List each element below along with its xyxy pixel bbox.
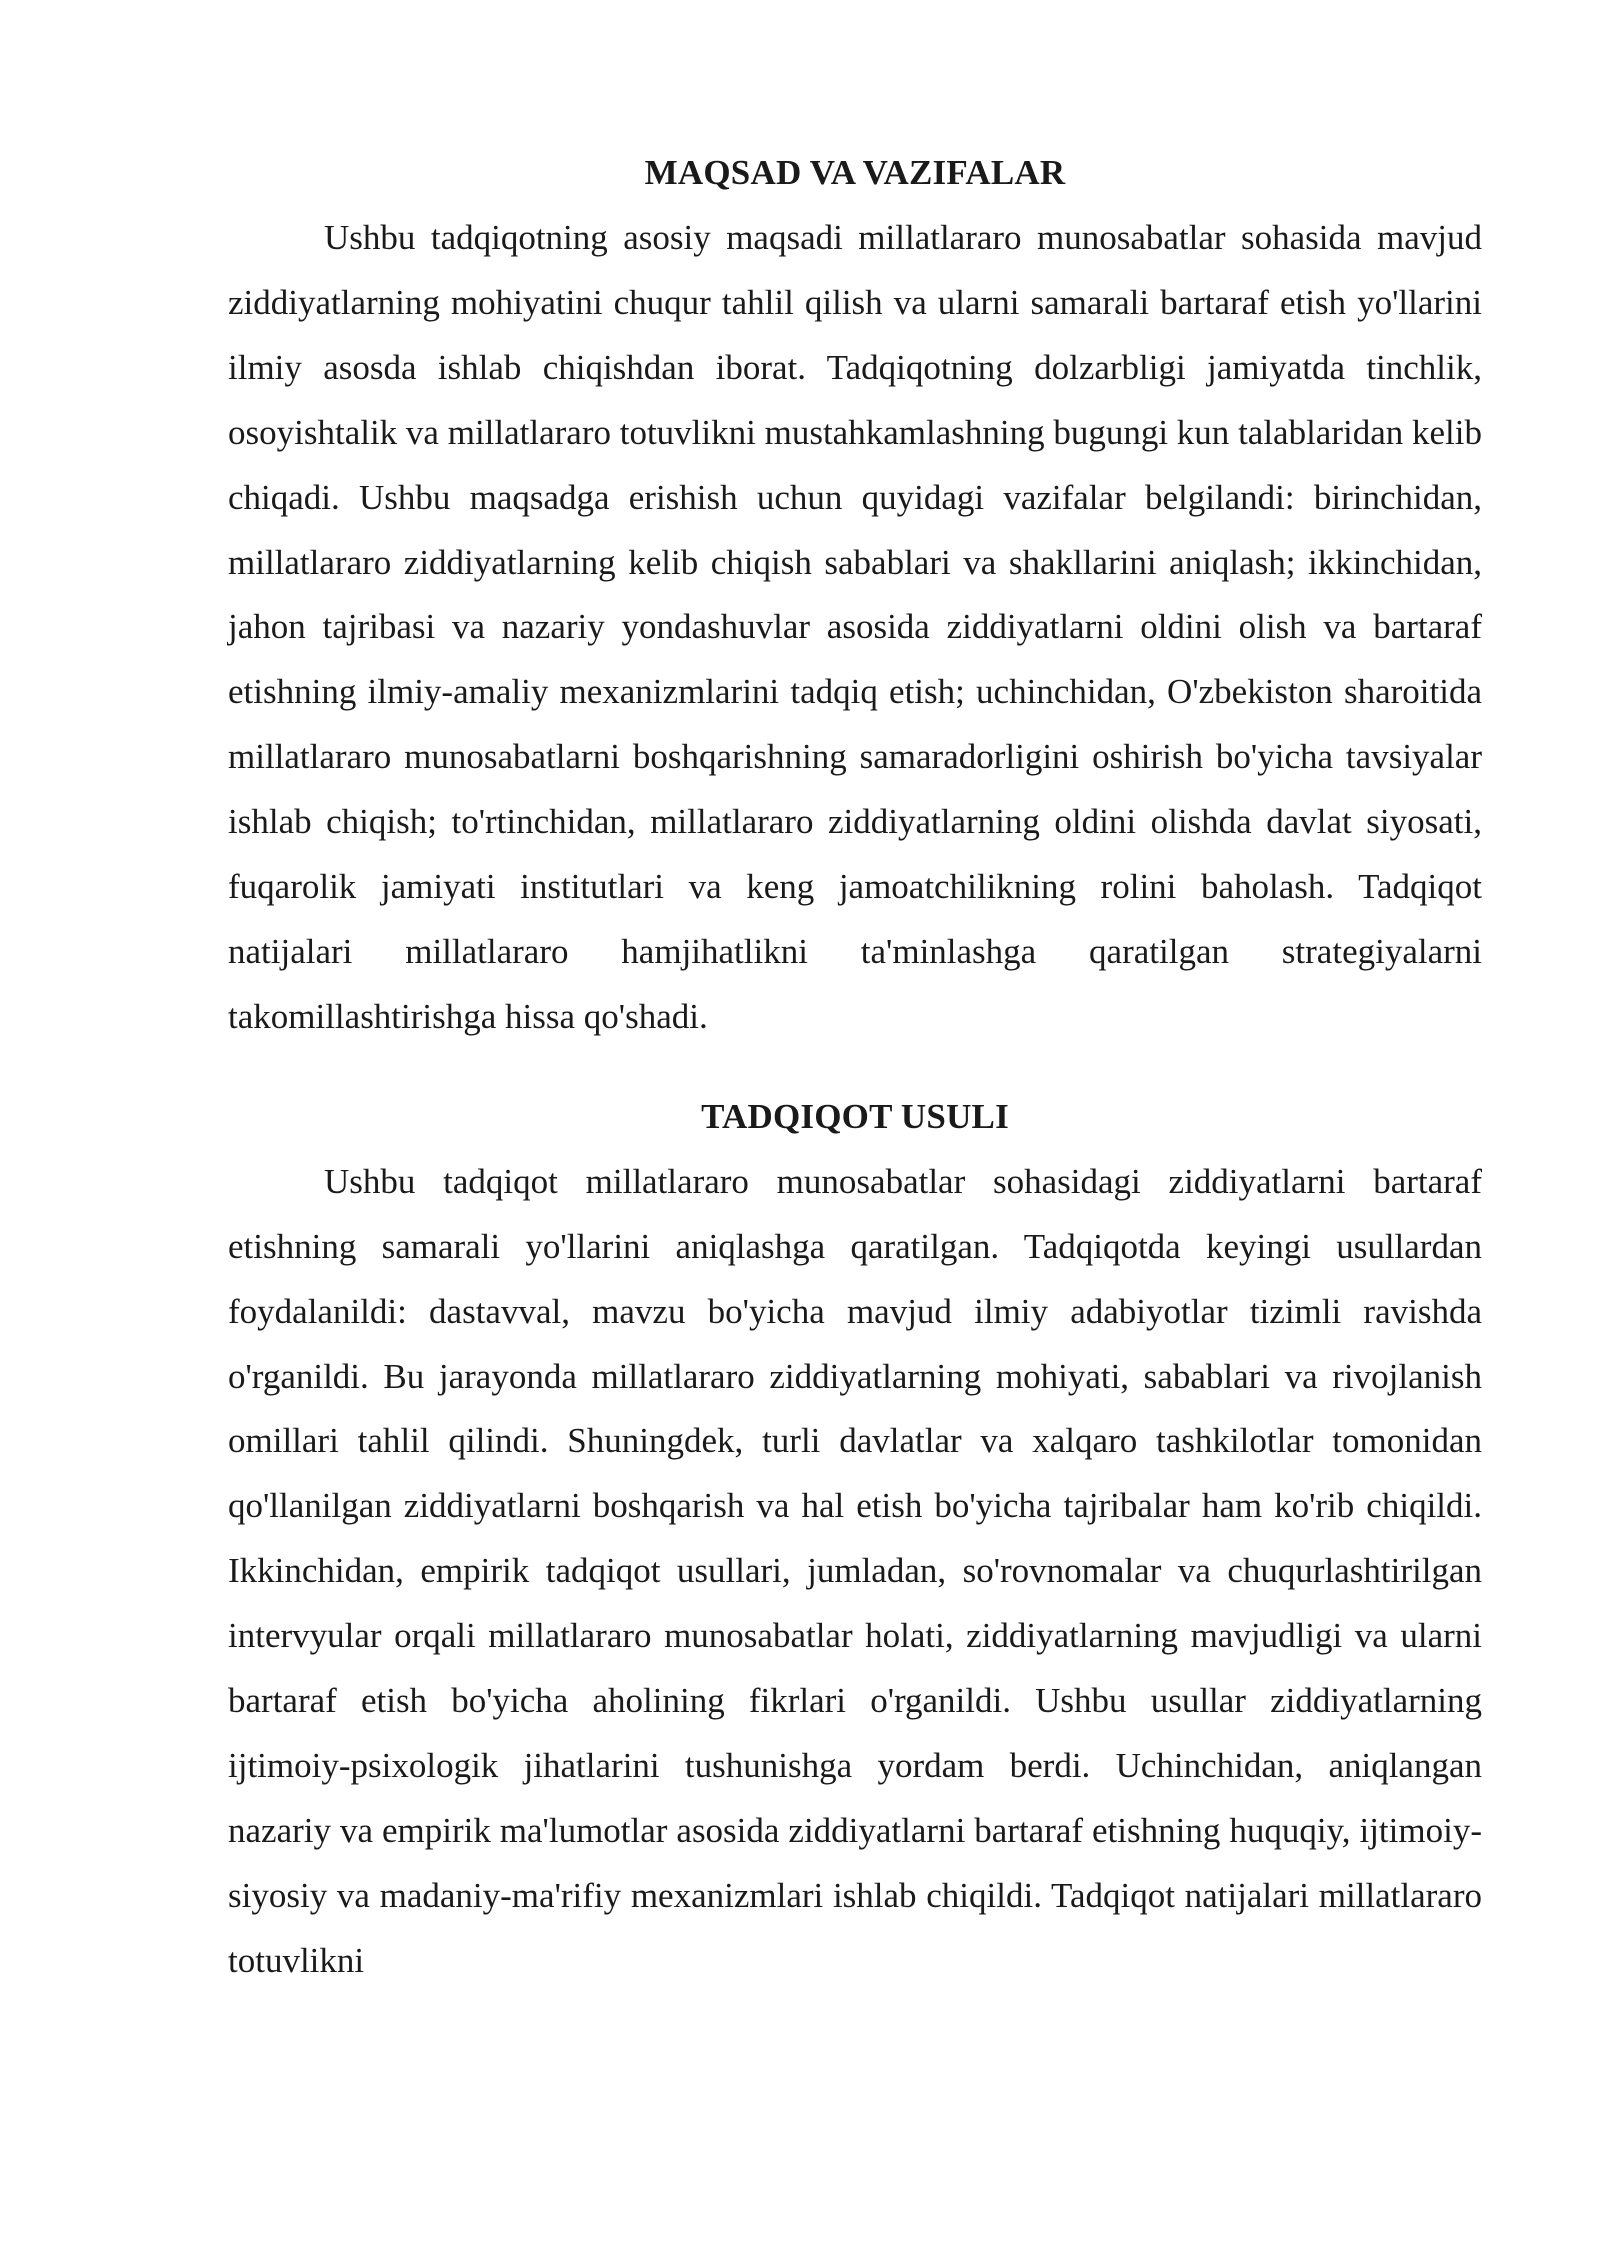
document-page — [228, 140, 1482, 1994]
section-heading-method: TADQIQOT USULI — [701, 1096, 1009, 1136]
section-heading-goals: MAQSAD VA VAZIFALAR — [644, 153, 1066, 192]
section-paragraph-method: Ushbu tadqiqot millatlararo munosabatlar sohasidagi ziddiyatlarni bartaraf etishning samarali yo'llarini aniqlashga qaratilgan. Tadqiqotda keyingi usullardan foydalanildi: dastavval, mavzu bo'yicha mavjud ilmiy adabiyotlar tizimli ravishda o'rganildi. Bu jarayonda millatlararo ziddiyatlarning mohiyati, sabablari va rivojlanish omillari tahlil qilindi. Shuningdek, turli davlatlar va xalqaro tashkilotlar tomonidan qo'llanilgan ziddiyatlarni boshqarish va hal etish bo'yicha tajribalar ham ko'rib chiqildi. Ikkinchidan, empirik tadqiqot usullari, jumladan, so'rovnomalar va chuqurlashtirilgan intervyular orqali millatlararo munosabatlar holati, ziddiyatlarning mavjudligi va ularni bartaraf etish bo'yicha aholining fikrlari o'rganildi. Ushbu usullar ziddiyatlarning ijtimoiy-psixologik jihatlarini tushunishga yordam berdi. Uchinchidan, aniqlangan nazariy va empirik ma'lumotlar asosida ziddiyatlarni bartaraf etishning huquqiy, ijtimoiy-siyosiy va madaniy-ma'rifiy mexanizmlari ishlab chiqildi. Tadqiqot natijalari millatlararo totuvlikni — [228, 1161, 1482, 1980]
section-spacer — [228, 1050, 1482, 1084]
section-paragraph-goals: Ushbu tadqiqotning asosiy maqsadi millatlararo munosabatlar sohasida mavjud ziddiyatlarning mohiyatini chuqur tahlil qilish va ularni samarali bartaraf etish yo'llarini ilmiy asosda ishlab chiqishdan iborat. Tadqiqotning dolzarbligi jamiyatda tinchlik, osoyishtalik va millatlararo totuvlikni mustahkamlashning bugungi kun talablaridan kelib chiqadi. Ushbu maqsadga erishish uchun quyidagi vazifalar belgilandi: birinchidan, millatlararo ziddiyatlarning kelib chiqish sabablari va shakllarini aniqlash; ikkinchidan, jahon tajribasi va nazariy yondashuvlar asosida ziddiyatlarni oldini olish va bartaraf etishning ilmiy-amaliy mexanizmlarini tadqiq etish; uchinchidan, O'zbekiston sharoitida millatlararo munosabatlarni boshqarishning samaradorligini oshirish bo'yicha tavsiyalar ishlab chiqish; to'rtinchidan, millatlararo ziddiyatlarning oldini olishda davlat siyosati, fuqarolik jamiyati institutlari va keng jamoatchilikning rolini baholash. Tadqiqot natijalari millatlararo hamjihatlikni ta'minlashga qaratilgan strategiyalarni takomillashtirishga hissa qo'shadi. — [228, 218, 1482, 1036]
